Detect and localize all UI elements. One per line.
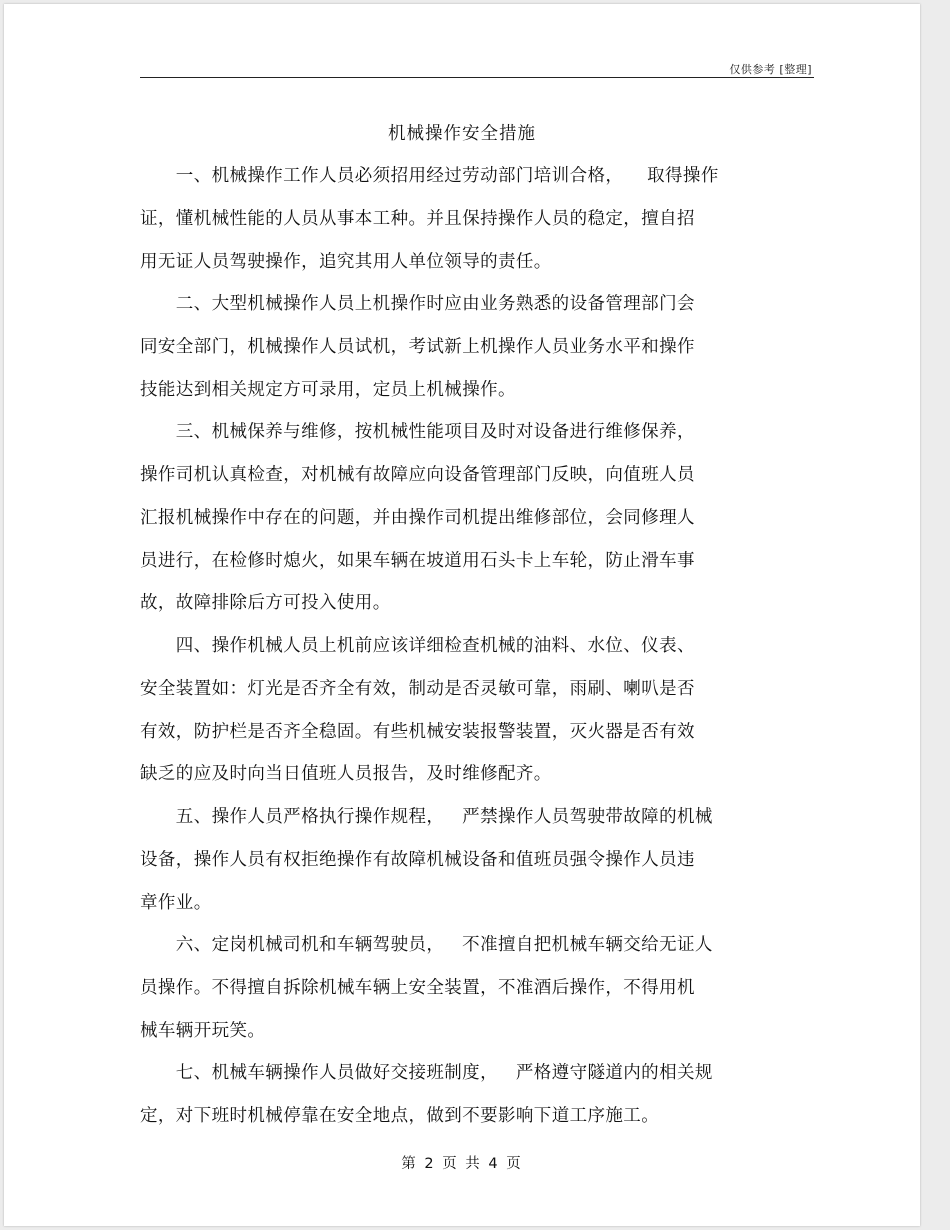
- paragraph-line: 二、大型机械操作人员上机操作时应由业务熟悉的设备管理部门会: [140, 294, 695, 314]
- paragraph-line: 员操作。不得擅自拆除机械车辆上安全装置，不准酒后操作，不得用机: [140, 978, 695, 998]
- header-rule: [140, 77, 814, 78]
- paragraph-line: 三、机械保养与维修，按机械性能项目及时对设备进行维修保养，: [140, 422, 695, 442]
- paragraph-line: 一、机械操作工作人员必须招用经过劳动部门培训合格， 取得操作: [140, 166, 719, 186]
- paragraph-line: 操作司机认真检查，对机械有故障应向设备管理部门反映，向值班人员: [140, 465, 695, 485]
- header-note: 仅供参考 [整理]: [729, 63, 812, 76]
- paragraph-line: 安全装置如：灯光是否齐全有效，制动是否灵敏可靠，雨刷、喇叭是否: [140, 679, 695, 699]
- document-page: [4, 4, 920, 1226]
- paragraph-line: 技能达到相关规定方可录用，定员上机械操作。: [140, 380, 516, 400]
- paragraph-line: 故，故障排除后方可投入使用。: [140, 593, 391, 613]
- paragraph-line: 证，懂机械性能的人员从事本工种。并且保持操作人员的稳定，擅自招: [140, 209, 695, 229]
- paragraph-line: 汇报机械操作中存在的问题，并由操作司机提出维修部位，会同修理人: [140, 508, 695, 528]
- paragraph-line: 定，对下班时机械停靠在安全地点，做到不要影响下道工序施工。: [140, 1106, 660, 1126]
- paragraph-line: 用无证人员驾驶操作，追究其用人单位领导的责任。: [140, 252, 552, 272]
- paragraph-line: 六、定岗机械司机和车辆驾驶员， 不准擅自把机械车辆交给无证人: [140, 935, 713, 955]
- paragraph-line: 四、操作机械人员上机前应该详细检查机械的油料、水位、仪表、: [140, 636, 695, 656]
- paragraph-line: 七、机械车辆操作人员做好交接班制度， 严格遵守隧道内的相关规: [140, 1063, 713, 1083]
- paragraph-line: 缺乏的应及时向当日值班人员报告，及时维修配齐。: [140, 764, 552, 784]
- paragraph-line: 同安全部门，机械操作人员试机，考试新上机操作人员业务水平和操作: [140, 337, 695, 357]
- paragraph-line: 设备，操作人员有权拒绝操作有故障机械设备和值班员强令操作人员违: [140, 850, 695, 870]
- paragraph-line: 有效，防护栏是否齐全稳固。有些机械安装报警装置，灭火器是否有效: [140, 722, 695, 742]
- paragraph-line: 员进行，在检修时熄火，如果车辆在坡道用石头卡上车轮，防止滑车事: [140, 551, 695, 571]
- document-title: 机械操作安全措施: [388, 124, 536, 144]
- page-footer: 第 2 页 共 4 页: [401, 1156, 523, 1172]
- paragraph-line: 章作业。: [140, 893, 212, 913]
- paragraph-line: 五、操作人员严格执行操作规程， 严禁操作人员驾驶带故障的机械: [140, 807, 713, 827]
- paragraph-line: 械车辆开玩笑。: [140, 1021, 266, 1041]
